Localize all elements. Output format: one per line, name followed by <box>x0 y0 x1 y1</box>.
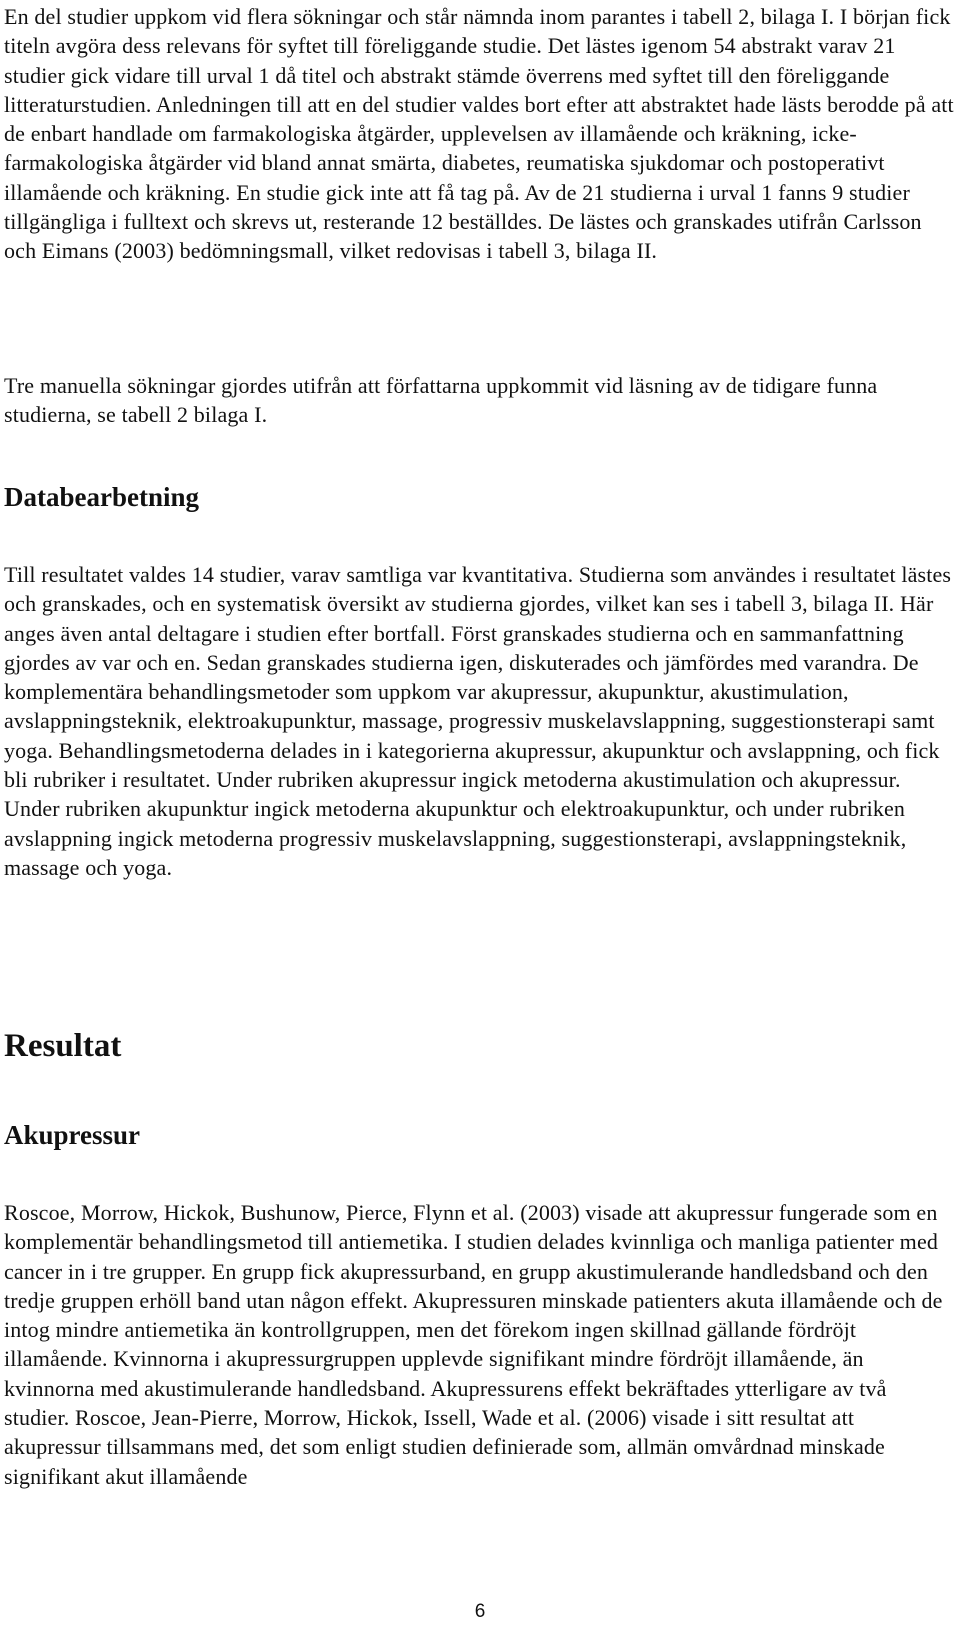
section-heading-databearbetning: Databearbetning <box>4 482 199 512</box>
body-paragraph: Tre manuella sökningar gjordes utifrån att författarna uppkommit vid läsning av de tidigare funna studierna, se tabell 2 bilaga I. <box>4 373 878 428</box>
subsection-heading-akupressur: Akupressur <box>4 1120 141 1150</box>
body-paragraph: Till resultatet valdes 14 studier, varav samtliga var kvantitativa. Studierna som användes i resultatet lästes och granskades, och en systematisk översikt av studierna gjordes, vilket kan ses i tabell 3, bilaga II. Här anges även antal deltagare i studien efter bortfall. Först granskades studierna och en sammanfattning gjordes av var och en. Sedan granskades studierna igen, diskuterades och jämfördes med varandra. De komplementära behandlingsmetoder som uppkom var akupressur, akupunktur, akustimulation, avslappningsteknik, elektroakupunktur, massage, progressiv muskelavslappning, suggestionsterapi samt yoga. Behandlingsmetoderna delades in i kategorierna akupressur, akupunktur och avslappning, och fick bli rubriker i resultatet. Under rubriken akupressur ingick metoderna akustimulation och akupressur. Under rubriken akupunktur ingick metoderna akupunktur och elektroakupunktur, och under rubriken avslappning ingick metoderna progressiv muskelavslappning, suggestionsterapi, avslappningsteknik, massage och yoga. <box>4 562 952 880</box>
body-paragraph: En del studier uppkom vid flera sökningar och står nämnda inom parantes i tabell 2, bilaga I. I början fick titeln avgöra dess relevans för syftet till föreliggande studie. Det lästes igenom 54 abstrakt varav 21 studier gick vidare till urval 1 då titel och abstrakt stämde överrens med syftet till den föreliggande litteraturstudien. Anledningen till att en del studier valdes bort efter att abstraktet hade lästs berodde på att de enbart handlade om farmakologiska åtgärder, upplevelsen av illamående och kräkning, icke-farmakologiska åtgärder vid bland annat smärta, diabetes, reumatiska sjukdomar och postoperativt illamående och kräkning. En studie gick inte att få tag på. Av de 21 studierna i urval 1 fanns 9 studier tillgängliga i fulltext och skrevs ut, resterande 12 beställdes. De lästes och granskades utifrån Carlsson och Eimans (2003) bedömningsmall, vilket redovisas i tabell 3, bilaga II. <box>4 4 954 264</box>
body-paragraph: Roscoe, Morrow, Hickok, Bushunow, Pierce, Flynn et al. (2003) visade att akupressur fungerade som en komplementär behandlingsmetod till antiemetika. I studien delades kvinnliga och manliga patienter med cancer in i tre grupper. En grupp fick akupressurband, en grupp akustimulerande handledsband och den tredje gruppen erhöll band utan någon effekt. Akupressuren minskade patienters akuta illamående och de intog mindre antiemetika än kontrollgruppen, men det förekom ingen skillnad gällande fördröjt illamående. Kvinnorna i akupressurgruppen upplevde signifikant mindre fördröjt illamående, än kvinnorna med akustimulerande handledsband. Akupressurens effekt bekräftades ytterligare av två studier. Roscoe, Jean-Pierre, Morrow, Hickok, Issell, Wade et al. (2006) visade i sitt resultat att akupressur tillsammans med, det som enligt studien definierade som, allmän omvårdnad minskade signifikant akut illamående <box>4 1200 943 1489</box>
page-number: 6 <box>474 1601 486 1622</box>
section-heading-resultat: Resultat <box>4 1028 122 1064</box>
